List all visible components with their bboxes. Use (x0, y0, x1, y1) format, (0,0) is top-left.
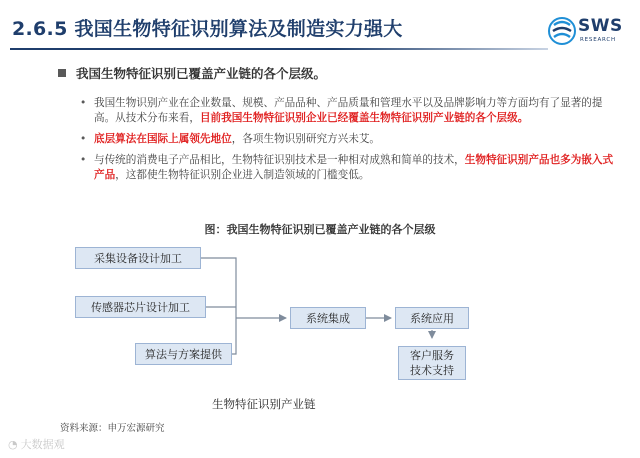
bullet-list (80, 96, 620, 189)
slide-title: 2.6.5 我国生物特征识别算法及制造实力强大 (12, 18, 403, 40)
slide-header (0, 0, 640, 58)
watermark (8, 436, 65, 452)
section-heading-text: 我国生物特征识别已覆盖产业链的各个层级。 (76, 66, 327, 81)
section-heading (58, 64, 326, 82)
figure-caption: 图：我国生物特征识别已覆盖产业链的各个层级 (204, 223, 436, 236)
node-label: 系统集成 (306, 311, 350, 325)
sws-logo-icon (548, 14, 576, 48)
node-collect-equipment (75, 247, 201, 269)
connector-collect (201, 258, 236, 318)
sws-logo (548, 12, 632, 52)
node-label: 系统应用 (410, 311, 454, 325)
weibo-icon: ◔ (8, 438, 18, 451)
node-system-integration (290, 307, 366, 329)
bullet-highlight: 底层算法在国际上属领先地位 (94, 133, 232, 145)
node-system-application (395, 307, 469, 329)
bullet-tail: ，各项生物识别研究方兴未艾。 (231, 133, 381, 145)
node-label: 技术支持 (410, 364, 454, 377)
title-underline (10, 48, 548, 50)
bullet-item (80, 153, 620, 183)
bullet-highlight: 生物特征识别产品也多为嵌入式产品 (94, 154, 614, 181)
node-label: 传感器芯片设计加工 (91, 300, 190, 314)
logo-wordmark: SWS (578, 16, 623, 36)
node-label: 客户服务 (410, 349, 454, 362)
watermark-text: 大数据观 (20, 438, 65, 451)
bullet-highlight: 目前我国生物特征识别企业已经覆盖生物特征识别产业链的各个层级。 (199, 112, 529, 124)
bullet-text: 与传统的消费电子产品相比，生物特征识别技术是一种相对成熟和简单的技术， (94, 154, 465, 166)
node-customer-support (398, 346, 466, 380)
bullet-text: 我国生物识别产业在企业数量、规模、产品品种、产品质量和管理水平以及品牌影响力等方面均有了显著的提高。从技术分布来看， (94, 97, 603, 124)
bullet-tail: ，这都使生物特征识别企业进入制造领域的门槛变低。 (115, 169, 370, 181)
node-label: 采集设备设计加工 (94, 251, 182, 265)
connector-algorithm (232, 318, 236, 354)
square-bullet-icon (58, 69, 66, 77)
source-note: 资料来源：申万宏源研究 (60, 423, 165, 434)
diagram-label: 生物特征识别产业链 (212, 397, 316, 411)
node-algorithm (135, 343, 232, 365)
logo-subtitle: RESEARCH (580, 37, 616, 43)
node-sensor-chip (75, 296, 206, 318)
bullet-item (80, 96, 620, 126)
node-label: 算法与方案提供 (145, 347, 222, 361)
bullet-item (80, 132, 620, 147)
